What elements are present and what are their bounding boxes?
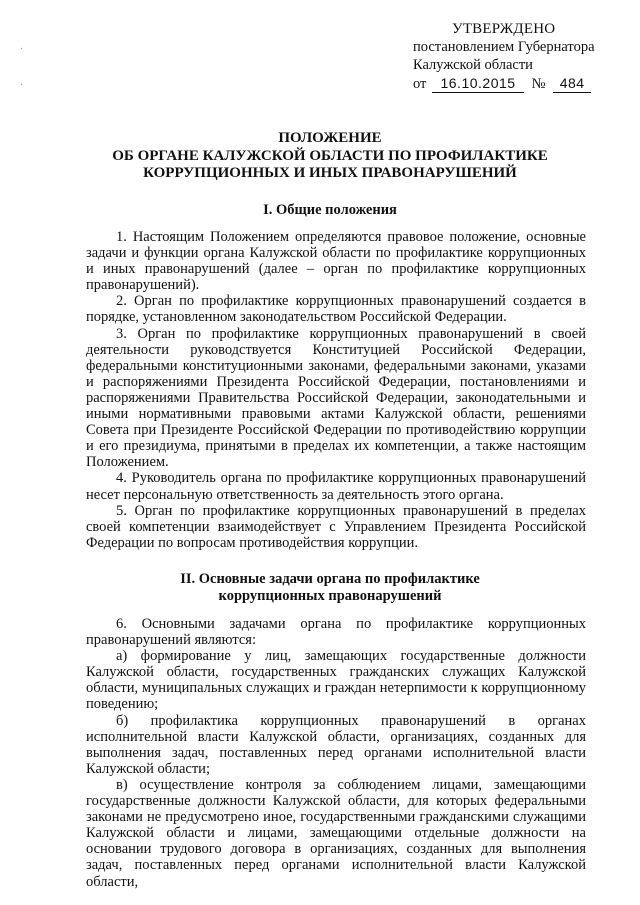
section-2-body: [86, 616, 586, 890]
approval-number: 484: [553, 74, 591, 93]
paragraph: 2. Орган по профилактике коррупционных правонарушений создается в порядке, установленном законодательством Российской Федерации.: [86, 293, 586, 326]
document-title: [80, 130, 580, 183]
date-prefix: от: [413, 76, 427, 92]
paragraph: в) осуществление контроля за соблюдением лицами, замещающими государственные должности Калужской области, для которых федеральными законами не предусмотрено иное, государственными гражданскими служащими Калужской области и лицами, замещающими отдельные должности на основании трудового договора в организациях, созданных для выполнения задач, поставленных перед органами исполнительной власти Калужской области,: [86, 776, 586, 890]
title-line-1: ПОЛОЖЕНИЕ: [278, 130, 382, 146]
paragraph: 3. Орган по профилактике коррупционных правонарушений в своей деятельности руководствуется Конституцией Российской Федерации, федеральными конституционными законами, федеральными законами, указами и распоряжениями Президента Российской Федерации, постановлениями и распоряжениями Правительства Российской Федерации, законодательными и иными нормативными правовыми актами Калужской области, решениями Совета при Президенте Российской Федерации по противодействию коррупции и его президиума, принятыми в пределах их компетенции, а также настоящим Положением.: [86, 325, 586, 471]
paragraph: 5. Орган по профилактике коррупционных правонарушений в пределах своей компетенции взаимодействует с Управлением Президента Российской Федерации по вопросам противодействия коррупции.: [86, 502, 586, 551]
paragraph: а) формирование у лиц, замещающих государственные должности Калужской области, государственных гражданских служащих Калужской области, муниципальных служащих и граждан нетерпимости к коррупционному поведению;: [86, 648, 586, 713]
section-2-heading: [80, 571, 580, 605]
approval-line-2: Калужской области: [413, 57, 533, 73]
paragraph: 4. Руководитель органа по профилактике коррупционных правонарушений несет персональную ответственность за деятельность этого органа.: [86, 470, 586, 503]
scan-speck: ·: [20, 44, 24, 55]
title-line-3: КОРРУПЦИОННЫХ И ИНЫХ ПРАВОНАРУШЕНИЙ: [143, 165, 517, 181]
approval-date: 16.10.2015: [432, 74, 524, 93]
section-1-body: [86, 229, 586, 551]
approval-block: [413, 20, 623, 93]
paragraph: 1. Настоящим Положением определяются правовое положение, основные задачи и функции органа Калужской области по профилактике коррупционных и иных правонарушений (далее – орган по профилактике коррупционных правонарушений).: [86, 229, 586, 294]
scan-speck: ·: [20, 80, 24, 91]
number-prefix: №: [531, 76, 546, 92]
approval-date-line: [413, 74, 623, 93]
approval-line-1: постановлением Губернатора: [413, 39, 595, 55]
section-2-heading-line-1: II. Основные задачи органа по профилактике: [180, 571, 480, 587]
section-2-heading-line-2: коррупционных правонарушений: [218, 588, 442, 604]
approval-stamp: УТВЕРЖДЕНО: [452, 21, 556, 37]
paragraph: 6. Основными задачами органа по профилактике коррупционных правонарушений являются:: [86, 616, 586, 649]
title-line-2: ОБ ОРГАНЕ КАЛУЖСКОЙ ОБЛАСТИ ПО ПРОФИЛАКТИКЕ: [112, 147, 548, 164]
paragraph: б) профилактика коррупционных правонарушений в органах исполнительной власти Калужской области, организациях, созданных для выполнения задач, поставленных перед органами исполнительной власти Калужской области;: [86, 712, 586, 777]
section-1-heading: I. Общие положения: [263, 202, 397, 218]
